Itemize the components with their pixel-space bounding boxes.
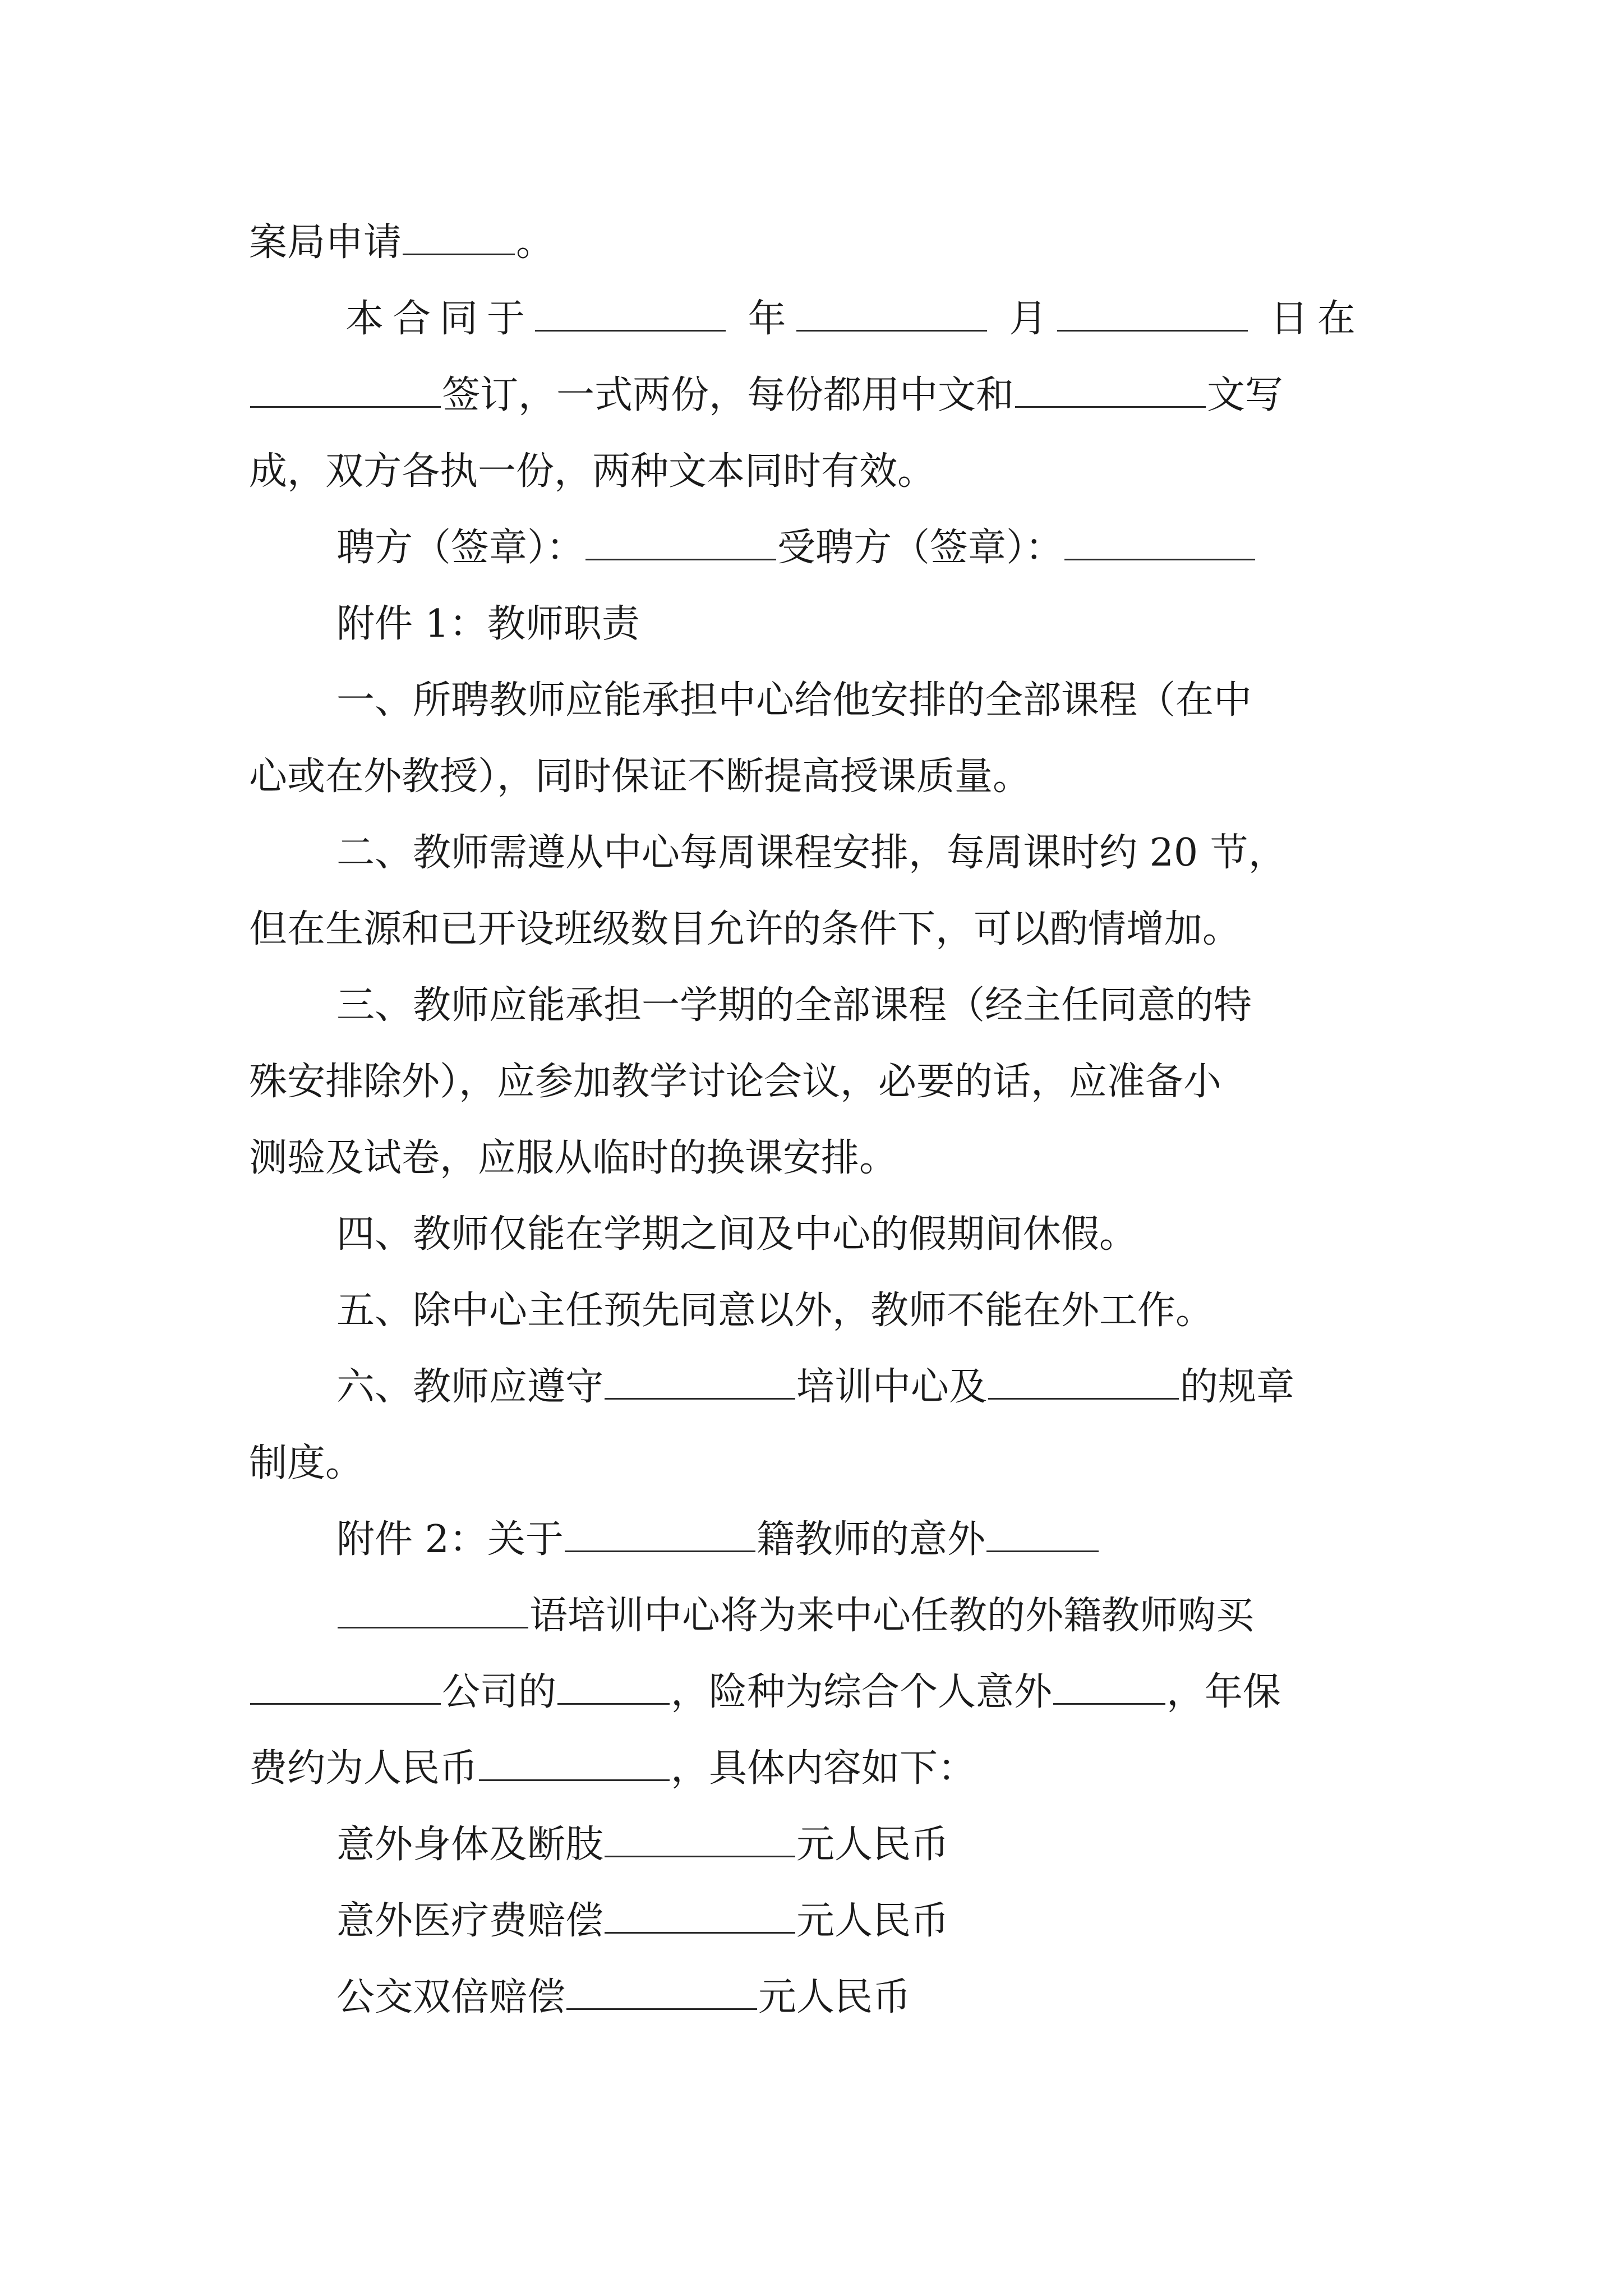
text-segment: 三、教师应能承担一学期的全部课程（经主任同意的特 (336, 983, 1252, 1028)
text-segment: 籍教师的意外 (756, 1517, 985, 1562)
text-line (336, 822, 1287, 884)
text-segment: ，年保 (1166, 1670, 1281, 1714)
text-segment: 成，双方各执一份，两种文本同时有效。 (249, 449, 936, 494)
text-segment: 五、除中心主任预先同意以外，教师不能在外工作。 (336, 1289, 1214, 1333)
text-line (249, 1662, 1281, 1723)
fill-in-blank[interactable] (250, 372, 441, 408)
text-segment: 受聘方（签章）： (777, 526, 1064, 570)
text-line (336, 1204, 1137, 1266)
fill-in-blank[interactable] (1053, 1669, 1165, 1705)
fill-in-blank[interactable] (988, 1364, 1179, 1400)
fill-in-blank[interactable] (403, 220, 515, 255)
text-segment: 附件 1：教师职责 (336, 602, 640, 646)
amount-blank[interactable] (566, 1975, 757, 2010)
text-segment: 四、教师仅能在学期之间及中心的假期间休假。 (336, 1212, 1138, 1257)
fill-in-blank[interactable] (1057, 296, 1248, 332)
section-heading (336, 593, 640, 655)
employee-signature-blank[interactable] (1064, 525, 1255, 560)
text-segment: 签订，一式两份，每份都用中文和 (442, 373, 1015, 417)
text-segment: 但在生源和已开设班级数目允许的条件下，可以酌情增加。 (249, 907, 1241, 951)
text-segment: 费约为人民币 (249, 1746, 478, 1791)
text-segment: 日在 (1270, 297, 1364, 341)
text-line (336, 1356, 1294, 1418)
text-line (249, 365, 1283, 426)
text-segment: 聘方（签章）： (336, 526, 585, 570)
text-line (336, 517, 1256, 579)
fill-in-blank[interactable] (605, 1364, 795, 1400)
text-segment: 制度。 (249, 1441, 364, 1485)
text-segment: 二、教师需遵从中心每周课程安排，每周课时约 20 节， (336, 831, 1287, 875)
text-segment: 测验及试卷，应服从临时的换课安排。 (249, 1136, 898, 1180)
text-segment: 案局申请 (249, 220, 402, 265)
text-line (336, 1585, 1254, 1647)
fill-in-blank[interactable] (986, 1517, 1099, 1552)
text-segment: 一、所聘教师应能承担中心给他安排的全部课程（在中 (336, 678, 1252, 723)
text-line (336, 1814, 949, 1876)
text-segment: 元人民币 (796, 1823, 949, 1867)
text-line (249, 746, 1031, 808)
text-segment: 的规章 (1180, 1365, 1295, 1409)
text-line (336, 1967, 911, 2028)
text-segment: 月 (1009, 297, 1057, 341)
fill-in-blank[interactable] (1015, 372, 1206, 408)
text-segment: ，具体内容如下： (671, 1746, 976, 1791)
text-segment: 六、教师应遵守 (336, 1365, 604, 1409)
text-line (336, 670, 1252, 731)
text-segment: 公交双倍赔偿 (336, 1975, 566, 2019)
text-segment: 心或在外教授），同时保证不断提高授课质量。 (249, 754, 1031, 799)
fill-in-blank[interactable] (535, 296, 726, 332)
text-line (336, 975, 1252, 1037)
text-segment: 语培训中心将为来中心任教的外籍教师购买 (529, 1594, 1255, 1638)
fill-in-blank[interactable] (479, 1746, 670, 1781)
text-segment: 元人民币 (796, 1899, 949, 1943)
text-line (336, 1890, 949, 1952)
text-line (249, 899, 1241, 960)
fill-in-blank[interactable] (338, 1593, 528, 1628)
text-line (249, 441, 935, 503)
text-segment: 公司的 (442, 1670, 557, 1714)
text-segment: 本合同于 (345, 297, 534, 341)
section-heading (336, 1509, 1100, 1571)
text-segment: 意外身体及断肢 (336, 1823, 604, 1867)
amount-blank[interactable] (605, 1898, 795, 1934)
text-segment: 年 (748, 297, 795, 341)
text-line (249, 1738, 976, 1800)
text-segment: 附件 2：关于 (336, 1517, 564, 1562)
text-line (249, 212, 554, 274)
text-segment: 元人民币 (758, 1975, 911, 2019)
text-line (249, 1051, 1221, 1113)
fill-in-blank[interactable] (557, 1669, 670, 1705)
text-segment: 。 (516, 220, 555, 265)
employer-signature-blank[interactable] (585, 525, 776, 560)
text-segment: 殊安排除外），应参加教学讨论会议，必要的话，应准备小 (249, 1060, 1222, 1104)
amount-blank[interactable] (605, 1822, 795, 1857)
text-segment: 培训中心及 (796, 1365, 988, 1409)
fill-in-blank[interactable] (565, 1517, 755, 1552)
text-line (249, 1128, 897, 1189)
text-segment: ，险种为综合个人意外 (671, 1670, 1053, 1714)
fill-in-blank[interactable] (250, 1669, 441, 1705)
text-line (249, 1433, 363, 1494)
text-segment: 意外医疗费赔偿 (336, 1899, 604, 1943)
text-line (336, 1280, 1214, 1342)
text-segment: 文写 (1207, 373, 1284, 417)
text-line (345, 288, 1364, 350)
fill-in-blank[interactable] (796, 296, 987, 332)
